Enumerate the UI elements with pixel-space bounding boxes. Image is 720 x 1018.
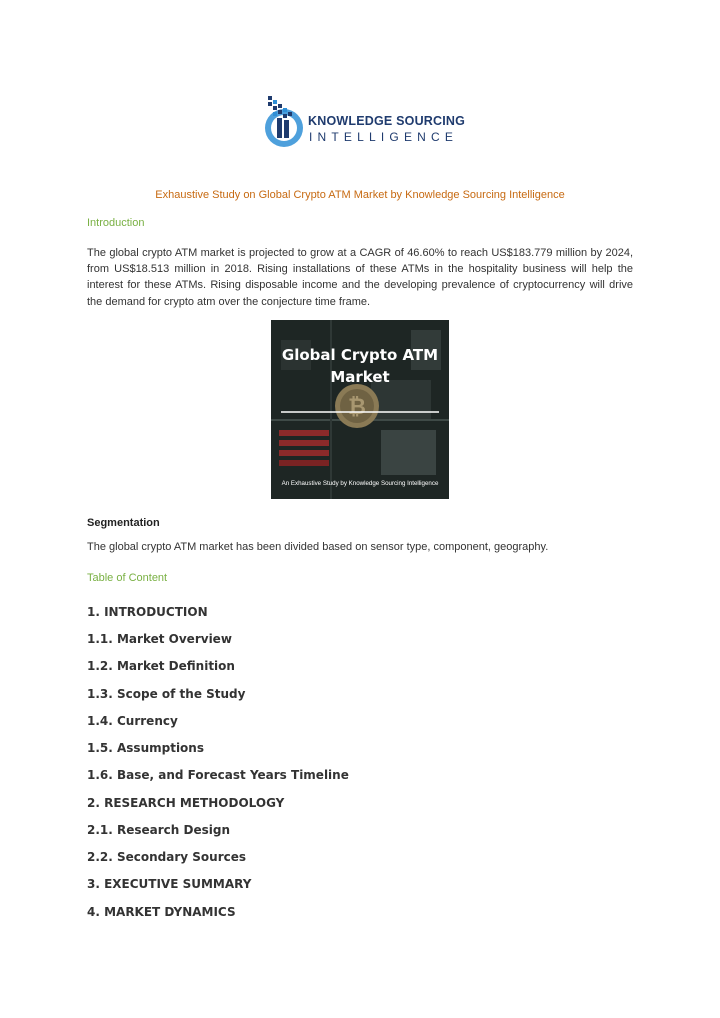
company-logo xyxy=(262,92,466,152)
toc-item: 1.2. Market Definition xyxy=(87,659,235,673)
toc-item: 1.1. Market Overview xyxy=(87,632,232,646)
segmentation-paragraph: The global crypto ATM market has been divided based on sensor type, component, geography. xyxy=(87,541,549,553)
cover-title-line2: Market xyxy=(330,368,390,386)
toc-item: 3. EXECUTIVE SUMMARY xyxy=(87,877,252,891)
cover-subtitle: An Exhaustive Study by Knowledge Sourcing Intelligence xyxy=(281,480,439,487)
ksi-logo-icon xyxy=(262,92,306,150)
toc-item: 2.2. Secondary Sources xyxy=(87,850,247,864)
toc-item: 1.6. Base, and Forecast Years Timeline xyxy=(87,768,349,782)
toc-item: 1. INTRODUCTION xyxy=(87,605,208,619)
toc-item: 1.5. Assumptions xyxy=(87,741,204,755)
toc-item: 2. RESEARCH METHODOLOGY xyxy=(87,796,285,810)
toc-heading: Table of Content xyxy=(87,572,168,584)
logo-text-line2: INTELLIGENCE xyxy=(309,130,459,144)
segmentation-heading: Segmentation xyxy=(87,517,160,529)
toc-item: 1.3. Scope of the Study xyxy=(87,687,246,701)
introduction-paragraph: The global crypto ATM market is projected to grow at a CAGR of 46.60% to reach US$183.779 million by 2024, from US$18.513 million in 2018. Rising installations of these ATMs in the hospitality business will help the interest for these ATMs. Rising disposable income and the developing prevalence of cryptocurrency will drive the demand for crypto atm over the conjecture time frame. xyxy=(87,247,633,308)
introduction-heading: Introduction xyxy=(87,217,145,229)
toc-item: 4. MARKET DYNAMICS xyxy=(87,905,236,919)
toc-item: 1.4. Currency xyxy=(87,714,178,728)
toc-item: 2.1. Research Design xyxy=(87,823,230,837)
logo-text-line1: KNOWLEDGE SOURCING xyxy=(308,114,466,128)
cover-title-line1: Global Crypto ATM xyxy=(281,346,439,364)
document-title: Exhaustive Study on Global Crypto ATM Market by Knowledge Sourcing Intelligence xyxy=(155,189,565,201)
cover-title xyxy=(271,344,449,388)
bitcoin-coin-icon: ₿ xyxy=(348,395,366,420)
cover-image xyxy=(271,320,449,499)
